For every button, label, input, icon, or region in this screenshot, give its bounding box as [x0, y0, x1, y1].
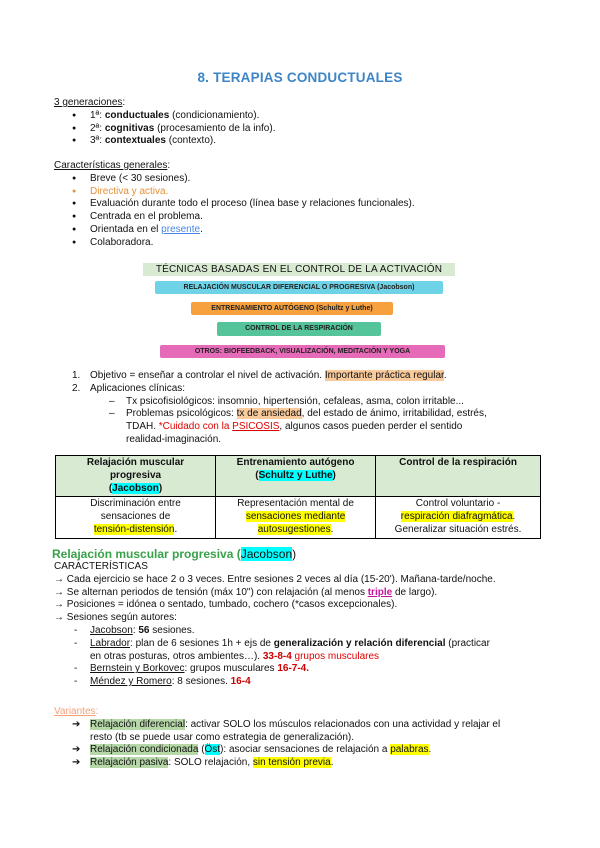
list-item: ● Orientada en el presente. — [54, 224, 415, 237]
list-item: ● Colaboradora. — [54, 237, 415, 250]
paragraph: → Cada ejercicio se hace 2 o 3 veces. Entre sesiones 2 veces al día (15-20'). Mañana-tarde/noche. — [54, 573, 496, 585]
generaciones-section: 3 generaciones: ● 1ª: conductuales (condicionamiento). ● 2ª: cognitivas (procesamiento de la info). ● 3ª: contextuales (contexto). — [54, 97, 275, 148]
bar-entrenamiento-autogeno: ENTRENAMIENTO AUTÓGENO (Schultz y Luthe) — [191, 302, 393, 315]
list-item: 2. Aplicaciones clínicas: — [72, 382, 186, 394]
table-header-row — [56, 456, 541, 497]
presente-link[interactable]: presente — [161, 223, 201, 235]
list-item: 1. Objetivo = enseñar a controlar el nivel de activación. Importante práctica regular. — [72, 370, 447, 381]
relajacion-heading: Relajación muscular progresiva (Jacobson) — [52, 547, 297, 561]
bar-otros: OTROS: BIOFEEDBACK, VISUALIZACIÓN, MEDITACIÓN Y YOGA — [160, 345, 445, 358]
techniques-table — [55, 455, 541, 539]
caracteristicas-section: Características generales: ● Breve (< 30 sesiones). ● Directiva y activa. ● Evaluación durante todo el proceso (línea base y relaciones funcionales). ● Centrada en el problema. ● Orientada en el presente. ● Colaboradora. — [54, 160, 415, 250]
list-item: ● 2ª: cognitivas (procesamiento de la info). — [54, 123, 275, 136]
list-item: – Problemas psicológicos: tx de ansiedad, del estado de ánimo, irritabilidad, estrés, TDAH. *Cuidado con la PSICOSIS, algunos casos pueden perder el sentido realidad-imaginación. — [54, 408, 487, 446]
relajacion-section — [54, 547, 496, 689]
list-item: - Bernstein y Borkovec: grupos musculares 16-7-4. — [54, 663, 496, 676]
list-item: - Labrador: plan de 6 sesiones 1h + ejs de generalización y relación diferencial (practicar en otras posturas, otros ambientes…). 33-8-4 grupos musculares — [54, 638, 496, 664]
list-item: - Méndez y Romero: 8 sesiones. 16-4 — [54, 676, 496, 689]
table-header: Entrenamiento autógeno (Schultz y Luthe) — [216, 456, 376, 497]
tecnicas-title: TÉCNICAS BASADAS EN EL CONTROL DE LA ACTIVACIÓN — [143, 263, 455, 276]
list-item: ● 3ª: contextuales (contexto). — [54, 135, 275, 148]
list-item: ● Breve (< 30 sesiones). — [54, 173, 415, 186]
objetivo-section — [54, 370, 487, 447]
table-row — [56, 497, 541, 538]
list-item: ➔ Relajación condicionada (Öst): asociar sensaciones de relajación a palabras. — [54, 744, 500, 757]
list-item: ● Centrada en el problema. — [54, 211, 415, 224]
list-item: ➔ Relajación pasiva: SOLO relajación, sin tensión previa. — [54, 757, 500, 770]
psicosis-link[interactable]: PSICOSIS — [232, 421, 280, 433]
list-item: ● Evaluación durante todo el proceso (línea base y relaciones funcionales). — [54, 198, 415, 211]
list-item: ● 1ª: conductuales (condicionamiento). — [54, 110, 275, 123]
caracteristicas-label: CARACTERÍSTICAS — [54, 561, 148, 572]
table-cell: Control voluntario - respiración diafragmática. Generalizar situación estrés. — [376, 497, 541, 538]
table-cell: Discriminación entre sensaciones de tensión-distensión. — [56, 497, 216, 538]
list-item: ➔ Relajación diferencial: activar SOLO los músculos relacionados con una actividad y relajar el resto (tb se puede usar como estrategia de generalización). — [54, 719, 500, 745]
variantes-heading: Variantes — [54, 706, 96, 717]
generaciones-heading: 3 generaciones — [54, 97, 123, 108]
caracteristicas-heading: Características generales — [54, 160, 168, 171]
list-item: – Tx psicofisiológicos: insomnio, hipertensión, cefaleas, asma, colon irritable... — [54, 396, 487, 409]
triple-link[interactable]: triple — [367, 586, 393, 598]
paragraph: → Posiciones = idónea o sentado, tumbado, cochero (*casos excepcionales). — [54, 599, 398, 611]
table-cell: Representación mental de sensaciones mediante autosugestiones. — [216, 497, 376, 538]
bar-control-respiracion: CONTROL DE LA RESPIRACIÓN — [217, 322, 381, 336]
paragraph: → Sesiones según autores: — [54, 612, 177, 624]
table-header: Control de la respiración — [376, 456, 541, 497]
list-item: - Jacobson: 56 sesiones. — [54, 625, 496, 638]
page-title: 8. TERAPIAS CONDUCTUALES — [197, 70, 403, 85]
bar-relajacion-muscular: RELAJACIÓN MUSCULAR DIFERENCIAL O PROGRESIVA (Jacobson) — [155, 281, 443, 294]
variantes-section: Variantes: ➔ Relajación diferencial: activar SOLO los músculos relacionados con una actividad y relajar el resto (tb se puede usar como estrategia de generalización). ➔ Relajación condicionada (Öst): asociar sensaciones de relajación a palabras. ➔ Relajación pasiva: SOLO relajación, sin tensión previa. — [54, 706, 500, 770]
paragraph: → Se alternan periodos de tensión (máx 10") con relajación (al menos triple de largo). — [54, 586, 438, 598]
table-header: Relajación muscular progresiva (Jacobson) — [56, 456, 216, 497]
list-item: ● Directiva y activa. — [54, 186, 415, 199]
